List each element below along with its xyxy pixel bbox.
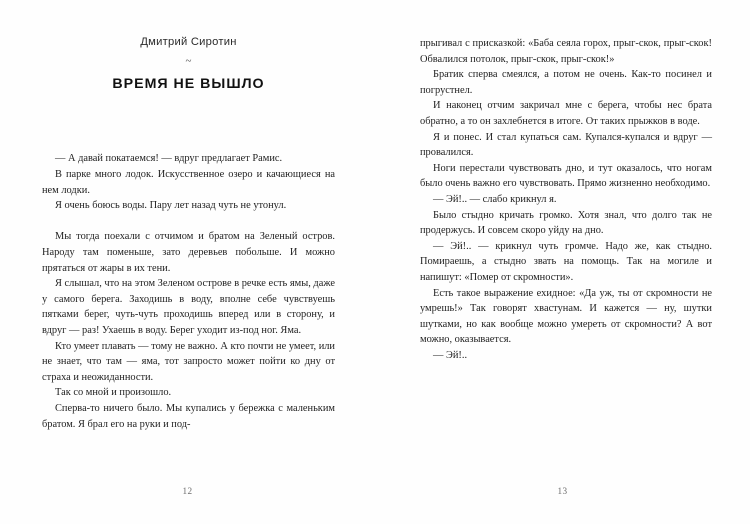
paragraph: Ноги перестали чувствовать дно, и тут оказалось, что ногам было очень важно его чувствовать. Прямо жизненно необходимо.	[420, 162, 712, 190]
paragraph: Было стыдно кричать громко. Хотя знал, что долго так не продержусь. И совсем скоро уйду на дно.	[420, 209, 712, 237]
paragraph: И наконец отчим закричал мне с берега, чтобы нес брата обратно, а то он захлебнется в итоге. От таких прыжков в воде.	[420, 100, 712, 127]
paragraph: Я слышал, что на этом Зеленом острове в речке есть ямы, даже у самого берега. Заходишь в воду, вполне себе чувствуешь пятками берег, чуть-чуть проходишь вперед или в сторону, и вдруг — раз! Ухаешь в воду. Берег уходит из-под ног. Яма.	[42, 278, 335, 336]
chapter-header	[42, 0, 335, 93]
paragraph: прыгивал с присказкой: «Баба сеяла горох, прыг-скок, прыг-скок! Обвалился потолок, прыг-скок, прыг-скок!»	[420, 38, 712, 65]
page-number-right: 13	[557, 486, 568, 496]
page-number-left: 12	[182, 486, 193, 496]
paragraph: Так со мной и произошло.	[55, 387, 172, 399]
paragraph: Мы тогда поехали с отчимом и братом на Зеленый остров. Народу там поменьше, зато деревьев побольше. И можно прятаться от жары в их тени.	[42, 231, 335, 274]
paragraph: Есть такое выражение ехидное: «Да уж, ты от скромности не умрешь!» Так говорят хвастунам. И кажется — ну, шутки шутками, но как вообще можно умереть от скромности? А вот можно, оказывается.	[420, 287, 712, 346]
paragraph: Я очень боюсь воды. Пару лет назад чуть не утонул.	[55, 200, 287, 212]
tilde-separator-icon: ~	[185, 55, 192, 68]
paragraph: В парке много лодок. Искусственное озеро и качающиеся на нем лодки.	[42, 169, 335, 196]
left-page-body	[42, 151, 335, 432]
paragraph: — Эй!.. — крикнул чуть громче. Надо же, как стыдно. Помираешь, а стыдно звать на помощь. Так на могиле и напишут: «Помер от скромности».	[420, 240, 712, 283]
paragraph: Сперва-то ничего было. Мы купались у бережка с маленьким братом. Я брал его на руки и под-	[42, 402, 335, 430]
author-name: Дмитрий Сиротин	[140, 36, 237, 48]
paragraph: — А давай покатаемся! — вдруг предлагает Рамис.	[55, 153, 283, 165]
right-page	[375, 0, 750, 524]
right-page-body	[420, 0, 712, 363]
paragraph: — Эй!.. — слабо крикнул я.	[433, 193, 557, 205]
paragraph: Братик сперва смеялся, а потом не очень. Как-то посинел и погрустнел.	[420, 69, 712, 96]
chapter-title: ВРЕМЯ НЕ ВЫШЛО	[112, 76, 265, 93]
paragraph: Кто умеет плавать — тому не важно. А кто почти не умеет, или не знает, что там — яма, тот запросто может пойти ко дну от страха и неожиданности.	[42, 340, 335, 383]
paragraph: Я и понес. И стал купаться сам. Купался-купался и вдруг — провалился.	[420, 131, 712, 159]
paragraph: — Эй!..	[433, 349, 468, 361]
